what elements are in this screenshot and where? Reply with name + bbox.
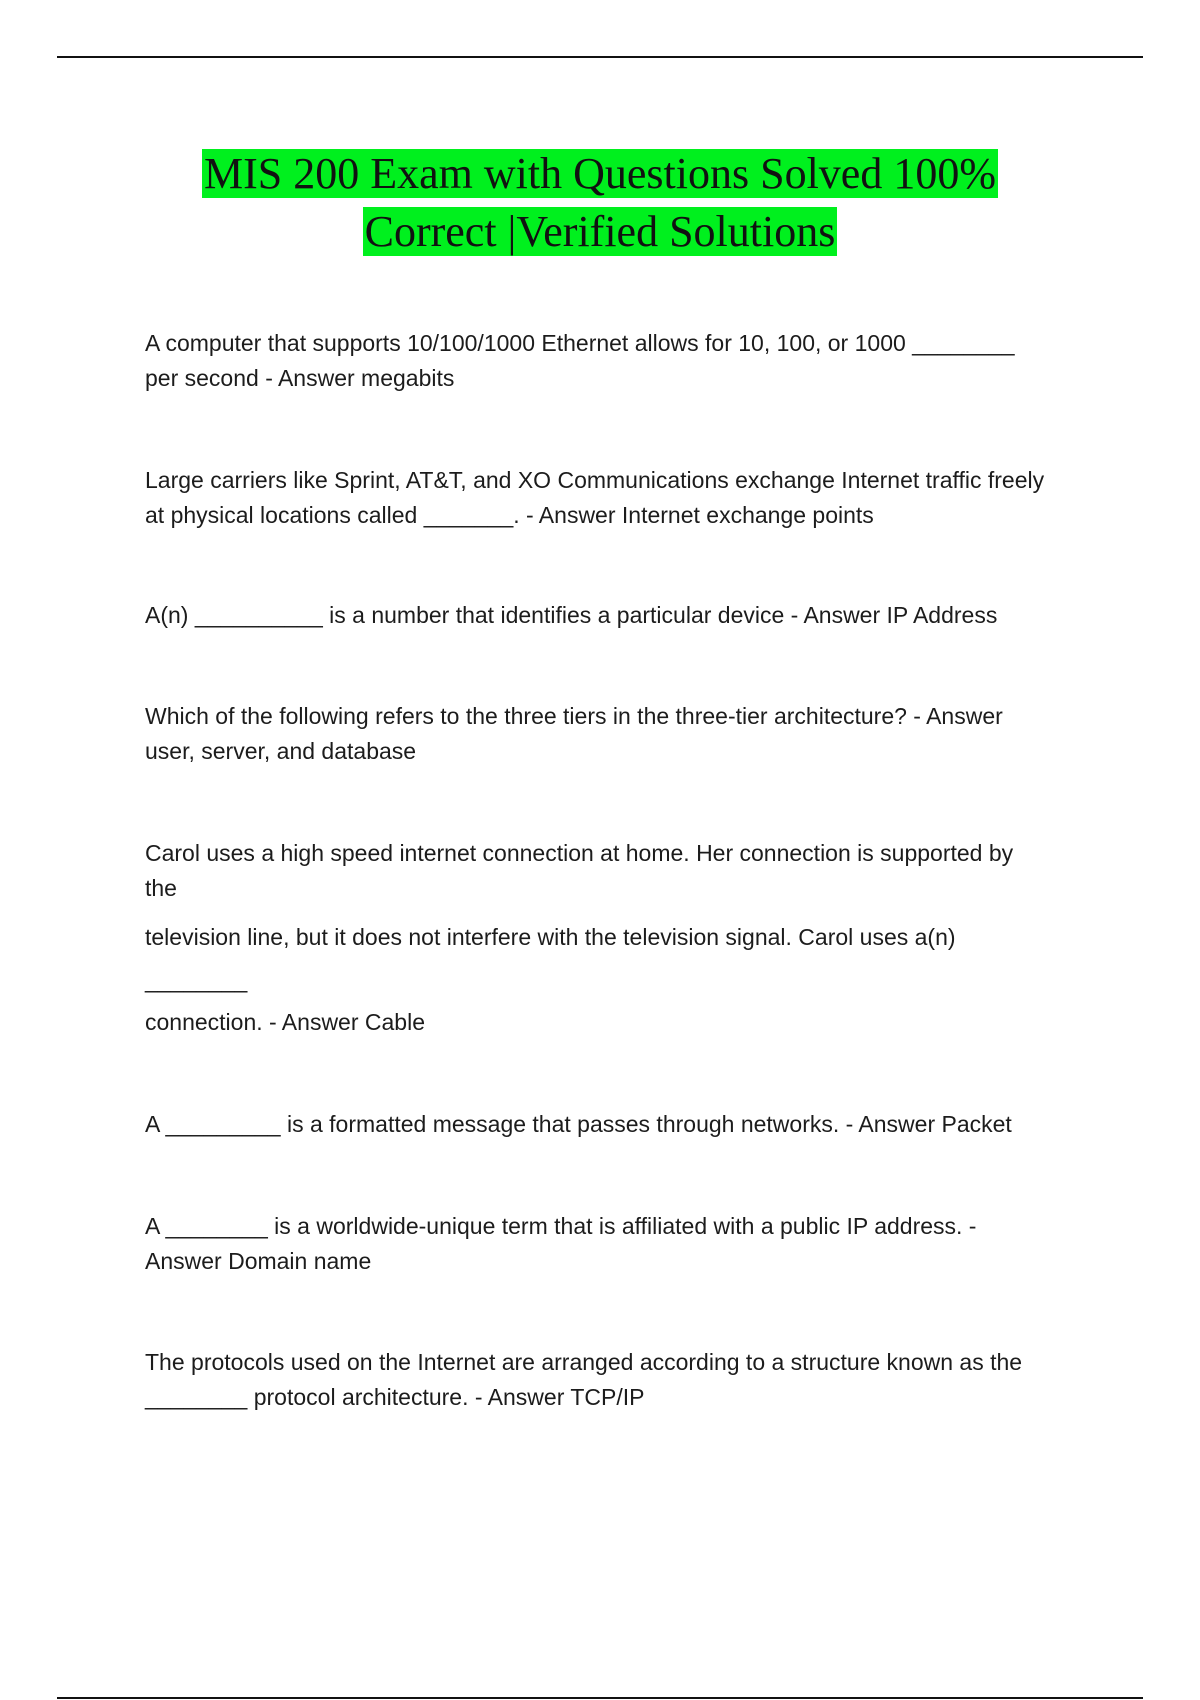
question-8-line-2: ________ protocol architecture. - Answer TCP/IP (145, 1384, 645, 1410)
bottom-rule (57, 1697, 1143, 1699)
question-3 (145, 598, 1105, 633)
question-6 (145, 1107, 1105, 1142)
question-5-line-3: television line, but it does not interfere with the television signal. Carol uses a(n) (145, 924, 956, 950)
question-8 (145, 1345, 1105, 1415)
question-7 (145, 1209, 1105, 1279)
question-4-line-2: user, server, and database (145, 738, 417, 764)
title-line-2: Correct |Verified Solutions (364, 207, 836, 256)
question-5-answer (145, 1005, 1105, 1040)
question-2 (145, 463, 1105, 533)
question-8-line-1: The protocols used on the Internet are arranged according to a structure known as the (145, 1349, 1023, 1375)
question-5-blank (145, 963, 1105, 998)
question-4 (145, 699, 1105, 769)
question-2-line-1: Large carriers like Sprint, AT&T, and XO Communications exchange Internet traffic freely (145, 467, 1045, 493)
question-5-line-2: the (145, 875, 177, 901)
question-1 (145, 326, 1105, 396)
question-1-line-2: per second - Answer megabits (145, 365, 455, 391)
question-2-line-2: at physical locations called _______. - Answer Internet exchange points (145, 502, 874, 528)
question-7-line-1: A ________ is a worldwide-unique term that is affiliated with a public IP address. - (145, 1213, 977, 1239)
document-title (0, 145, 1200, 261)
question-5-line-5: connection. - Answer Cable (145, 1009, 425, 1035)
question-5-continued (145, 920, 1105, 955)
question-6-line-1: A _________ is a formatted message that passes through networks. - Answer Packet (145, 1111, 1012, 1137)
question-7-line-2: Answer Domain name (145, 1248, 372, 1274)
title-line-1: MIS 200 Exam with Questions Solved 100% (204, 149, 996, 198)
question-1-line-1: A computer that supports 10/100/1000 Ethernet allows for 10, 100, or 1000 ________ (145, 330, 1015, 356)
question-5-line-4: ________ (145, 967, 248, 993)
question-4-line-1: Which of the following refers to the three tiers in the three-tier architecture? - Answer (145, 703, 1003, 729)
question-5-line-1: Carol uses a high speed internet connection at home. Her connection is supported by (145, 840, 1014, 866)
question-3-line-1: A(n) __________ is a number that identifies a particular device - Answer IP Address (145, 602, 998, 628)
question-5 (145, 836, 1105, 906)
top-rule (57, 56, 1143, 58)
